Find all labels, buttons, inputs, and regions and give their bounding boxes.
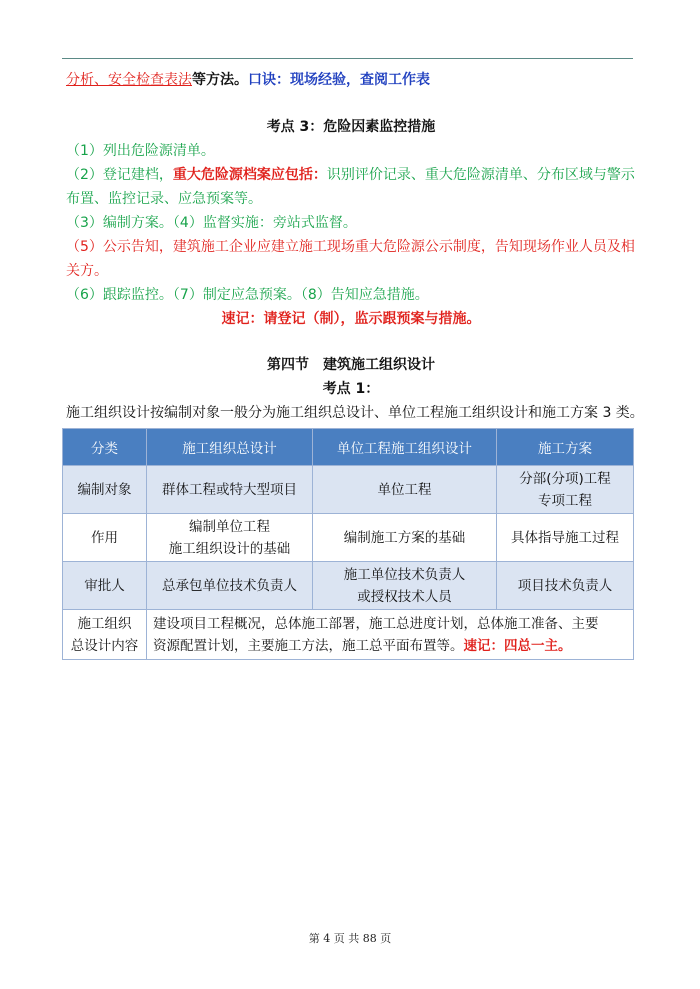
table-row — [63, 514, 634, 562]
table-row — [63, 562, 634, 610]
cell-line: 施工组织设计的基础 — [168, 540, 291, 557]
kp3-mnemonic: 速记：请登记（制），监示跟预案与措施。 — [221, 311, 481, 327]
kp3-item-2-text: 识别评价记录、重大危险源清单、分布区域与警示 — [326, 167, 635, 183]
cell-line — [153, 635, 632, 657]
kp3-item-5: （5）公示告知，建筑施工企业应建立施工现场重大危险源公示制度，告知现场作业人员及相 — [66, 239, 635, 255]
table-mnemonic: 速记：四总一主。 — [463, 637, 572, 654]
cell-line: 或授权技术人员 — [357, 588, 452, 605]
header-general-design: 施工组织总设计 — [147, 429, 313, 466]
cell-line: 分部(分项)工程 — [519, 470, 611, 487]
top-line — [66, 68, 636, 92]
kp3-item-2-key: 重大危险源档案应包括： — [172, 167, 327, 183]
table-cell — [147, 610, 634, 660]
page-footer: 第 4 页 共 88 页 — [308, 932, 392, 945]
cell-line: 建设项目工程概况，总体施工部署，施工总进度计划，总体施工准备、主要 — [153, 615, 599, 632]
table-cell: 项目技术负责人 — [497, 562, 634, 610]
section-kp1: 考点 1： — [322, 381, 380, 397]
table-cell: 单位工程 — [313, 466, 497, 514]
kp3-item-5-cont: 关方。 — [66, 263, 108, 279]
kp3-item-2-prefix: （2）登记建档， — [66, 167, 173, 183]
row-label: 审批人 — [63, 562, 147, 610]
cell-line: 专项工程 — [538, 492, 592, 509]
table-row — [63, 610, 634, 660]
cell-line: 施工组织 — [77, 615, 132, 632]
row-label: 编制对象 — [63, 466, 147, 514]
table-row — [63, 466, 634, 514]
kp3-item-2-cont: 布置、监控记录、应急预案等。 — [66, 191, 262, 207]
kp3-item-1: （1）列出危险源清单。 — [66, 143, 215, 159]
page-content — [66, 68, 644, 425]
section-title: 第四节 建筑施工组织设计 — [267, 357, 435, 373]
kp3-item-3-4: （3）编制方案。（4）监督实施：旁站式监督。 — [66, 215, 357, 231]
header-construction-plan: 施工方案 — [497, 429, 634, 466]
table-cell: 编制施工方案的基础 — [313, 514, 497, 562]
mnemonic-top: 口诀：现场经验，查阅工作表 — [248, 72, 430, 88]
analysis-methods: 分析、安全检查表法 — [66, 72, 192, 88]
row-label: 作用 — [63, 514, 147, 562]
table-cell: 群体工程或特大型项目 — [147, 466, 313, 514]
kp3-title: 考点 3：危险因素监控措施 — [266, 119, 436, 135]
header-category: 分类 — [63, 429, 147, 466]
design-table — [62, 428, 634, 660]
table-header-row — [63, 429, 634, 466]
header-rule — [62, 58, 633, 59]
header-unit-design: 单位工程施工组织设计 — [313, 429, 497, 466]
table-cell — [497, 466, 634, 514]
methods-suffix: 等方法。 — [192, 72, 248, 88]
cell-line: 编制单位工程 — [189, 518, 270, 535]
kp3-item-2 — [66, 163, 636, 187]
table-cell — [147, 514, 313, 562]
table-cell — [313, 562, 497, 610]
table-cell: 总承包单位技术负责人 — [147, 562, 313, 610]
row-label — [63, 610, 147, 660]
cell-line: 施工单位技术负责人 — [343, 566, 466, 583]
table-cell: 具体指导施工过程 — [497, 514, 634, 562]
section-intro: 施工组织设计按编制对象一般分为施工组织总设计、单位工程施工组织设计和施工方案 3 类。 — [66, 405, 644, 421]
content-text: 资源配置计划，主要施工方法，施工总平面布置等。 — [153, 637, 464, 654]
kp3-item-6-8: （6）跟踪监控。（7）制定应急预案。（8）告知应急措施。 — [66, 287, 429, 303]
cell-line: 总设计内容 — [70, 637, 139, 654]
